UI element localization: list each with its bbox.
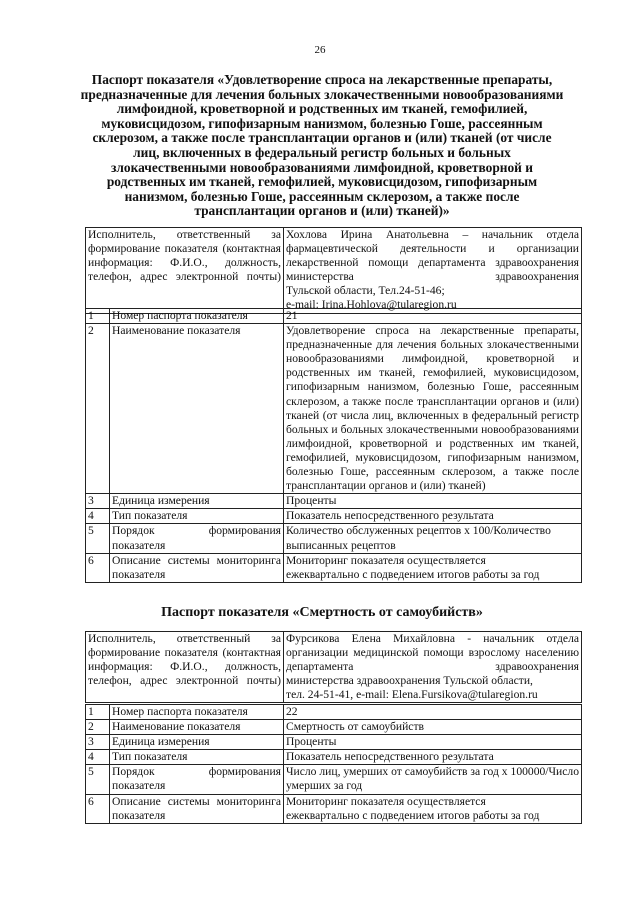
executor-contacts: тел. 24-51-41, e-mail: Elena.Fursikova@tularegion.ru [286,688,538,702]
executor-row [86,632,582,703]
row-value: Смертность от самоубийств [284,720,582,735]
executor-email: e-mail: Irina.Hohlova@tularegion.ru [286,298,457,312]
table-row [86,705,582,720]
row-label: Единица измерения [110,735,284,750]
row-num: 6 [86,794,110,823]
row-value: Число лиц, умерших от самоубийств за год х 100000/Число умерших за год [284,765,582,794]
row-value: Количество обслуженных рецептов х 100/Количество выписанных рецептов [284,524,582,553]
executor-label: Исполнитель, ответственный за формирование показателя (контактная информация: Ф.И.О., должность, телефон, адрес электронной почты) [86,632,284,703]
table-row [86,309,582,324]
row-label: Номер паспорта показателя [110,309,284,324]
row-value: Показатель непосредственного результата [284,509,582,524]
executor-row [86,228,582,314]
row-label: Наименование показателя [110,324,284,494]
row-label: Наименование показателя [110,720,284,735]
monitoring-line1: Мониторинг показателя осуществляется [286,553,486,567]
executor-name: Хохлова Ирина Анатольевна – начальник отдела фармацевтической деятельности и организации лекарственной помощи департамента здравоохранения министерства здравоохранения [286,228,579,284]
row-num: 3 [86,494,110,509]
section2-table [85,631,582,703]
table-row [86,735,582,750]
monitoring-line2: ежеквартально с подведением итогов работы за год [286,808,540,822]
row-num: 2 [86,720,110,735]
row-value: 21 [284,309,582,324]
executor-label: Исполнитель, ответственный за формирование показателя (контактная информация: Ф.И.О., должность, телефон, адрес электронной почты) [86,228,284,314]
executor-ministry: министерства здравоохранения Тульской области, [286,674,533,688]
section1-rows [85,308,582,583]
section2-rows [85,704,582,824]
section1-title: Паспорт показателя «Удовлетворение спроса на лекарственные препараты, предназначенные для лечения больных злокачественными новообразованиями лимфоидной, кроветворной и родственных им тканей, гемофилией, муковисцидозом, гипофизарным нанизмом, болезнью Гоше, рассеянным склерозом, а также после трансплантации органов и (или) тканей (от числе лиц, включенных в федеральный регистр больных и больных злокачественными новообразованиями лимфоидной, кроветворной и родственных им тканей, гемофилией, муковисцидозом, гипофизарным нанизмом, болезнью Гоше, рассеянным склерозом, а также после трансплантации органов и (или) тканей)» [80,72,564,219]
table-row [86,509,582,524]
table-row [86,720,582,735]
section2-title: Паспорт показателя «Смертность от самоубийств» [161,605,483,620]
row-label: Описание системы мониторинга показателя [110,794,284,823]
executor-phone: Тульской области, Тел.24-51-46; [286,284,445,298]
row-label: Тип показателя [110,509,284,524]
row-value: Удовлетворение спроса на лекарственные препараты, предназначенные для лечения больных злокачественными новообразованиями лимфоидной, кроветворной и родственных им тканей, гемофилией, муковисцидозом, гипофизарным нанизмом, болезнью Гоше, рассеянным склерозом, а также после трансплантации органов и (или) тканей (от числа лиц, включенных в федеральный регистр больных и больных злокачественными новообразованиями лимфоидной, кроветворной и родственных им тканей, гемофилией, муковисцидозом, гипофизарным нанизмом, болезнью Гоше, рассеянным склерозом, а также после трансплантации органов и (или) тканей) [284,324,582,494]
row-value [284,794,582,823]
row-label: Единица измерения [110,494,284,509]
row-value: Проценты [284,735,582,750]
row-label: Порядок формирования показателя [110,524,284,553]
monitoring-line2: ежеквартально с подведением итогов работы за год [286,567,540,581]
row-value [284,553,582,582]
row-num: 1 [86,705,110,720]
row-num: 3 [86,735,110,750]
row-num: 4 [86,509,110,524]
table-row [86,494,582,509]
row-value: Показатель непосредственного результата [284,750,582,765]
row-value: 22 [284,705,582,720]
row-label: Порядок формирования показателя [110,765,284,794]
monitoring-line1: Мониторинг показателя осуществляется [286,794,486,808]
executor-name: Фурсикова Елена Михайловна - начальник отдела организации медицинской помощи взрослому населению департамента здравоохранения [286,632,579,674]
row-num: 2 [86,324,110,494]
table-row [86,765,582,794]
row-label: Описание системы мониторинга показателя [110,553,284,582]
row-num: 5 [86,765,110,794]
executor-value [284,632,582,703]
table-row [86,324,582,494]
table-row [86,553,582,582]
row-num: 1 [86,309,110,324]
row-value: Проценты [284,494,582,509]
row-label: Номер паспорта показателя [110,705,284,720]
row-num: 5 [86,524,110,553]
row-num: 4 [86,750,110,765]
table-row [86,750,582,765]
table-row [86,794,582,823]
row-num: 6 [86,553,110,582]
table-row [86,524,582,553]
executor-value [284,228,582,314]
section1-table [85,227,582,314]
page-number: 26 [314,44,326,56]
row-label: Тип показателя [110,750,284,765]
